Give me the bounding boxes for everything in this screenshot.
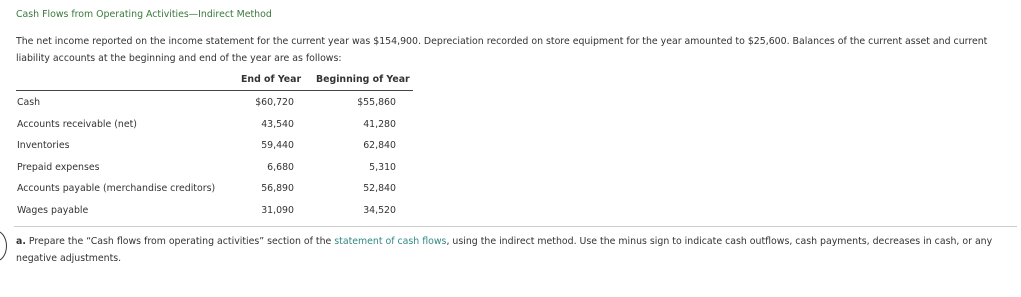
- row-beginning-value: 5,310: [369, 162, 396, 173]
- row-label: Inventories: [17, 140, 70, 151]
- page-title: Cash Flows from Operating Activities—Indirect Method: [16, 9, 272, 20]
- row-label: Accounts payable (merchandise creditors): [17, 183, 216, 194]
- row-end-value: 31,090: [261, 205, 294, 216]
- row-label: Wages payable: [17, 205, 89, 216]
- question-a: [16, 233, 1016, 267]
- row-end-value: 56,890: [261, 183, 294, 194]
- section-divider: [14, 226, 1017, 227]
- question-marker-icon: [0, 230, 7, 262]
- table-row: [16, 183, 413, 204]
- row-end-value: 59,440: [261, 140, 294, 151]
- column-header-beginning-of-year: Beginning of Year: [316, 74, 410, 85]
- question-text-before: Prepare the “Cash flows from operating activities” section of the: [28, 236, 332, 247]
- table-row: [16, 205, 413, 226]
- row-beginning-value: 52,840: [363, 183, 396, 194]
- question-text-after: , using the indirect method. Use the minus sign to indicate cash outflows, cash payments, decreases in cash, or any negative adjustments.: [16, 236, 993, 264]
- row-end-value: 6,680: [267, 162, 294, 173]
- row-beginning-value: 41,280: [363, 119, 396, 130]
- row-label: Cash: [17, 97, 41, 108]
- row-end-value: 43,540: [261, 119, 294, 130]
- column-header-end-of-year: End of Year: [241, 74, 302, 85]
- table-row: [16, 140, 413, 161]
- table-row: [16, 97, 413, 118]
- row-label: Accounts receivable (net): [17, 119, 137, 130]
- row-beginning-value: $55,860: [357, 97, 396, 108]
- table-row: [16, 162, 413, 183]
- row-beginning-value: 34,520: [363, 205, 396, 216]
- question-letter: a.: [16, 236, 26, 247]
- row-end-value: $60,720: [255, 97, 294, 108]
- statement-of-cash-flows-link[interactable]: statement of cash flows: [334, 236, 447, 247]
- table-row: [16, 119, 413, 140]
- row-beginning-value: 62,840: [363, 140, 396, 151]
- row-label: Prepaid expenses: [17, 162, 100, 173]
- problem-intro: The net income reported on the income statement for the current year was $154,900. Depreciation recorded on store equipment for the year amounted to $25,600. Balances of the current asset and current liability accounts at the beginning and end of the year are as follows:: [16, 36, 988, 64]
- header-rule: [16, 90, 413, 91]
